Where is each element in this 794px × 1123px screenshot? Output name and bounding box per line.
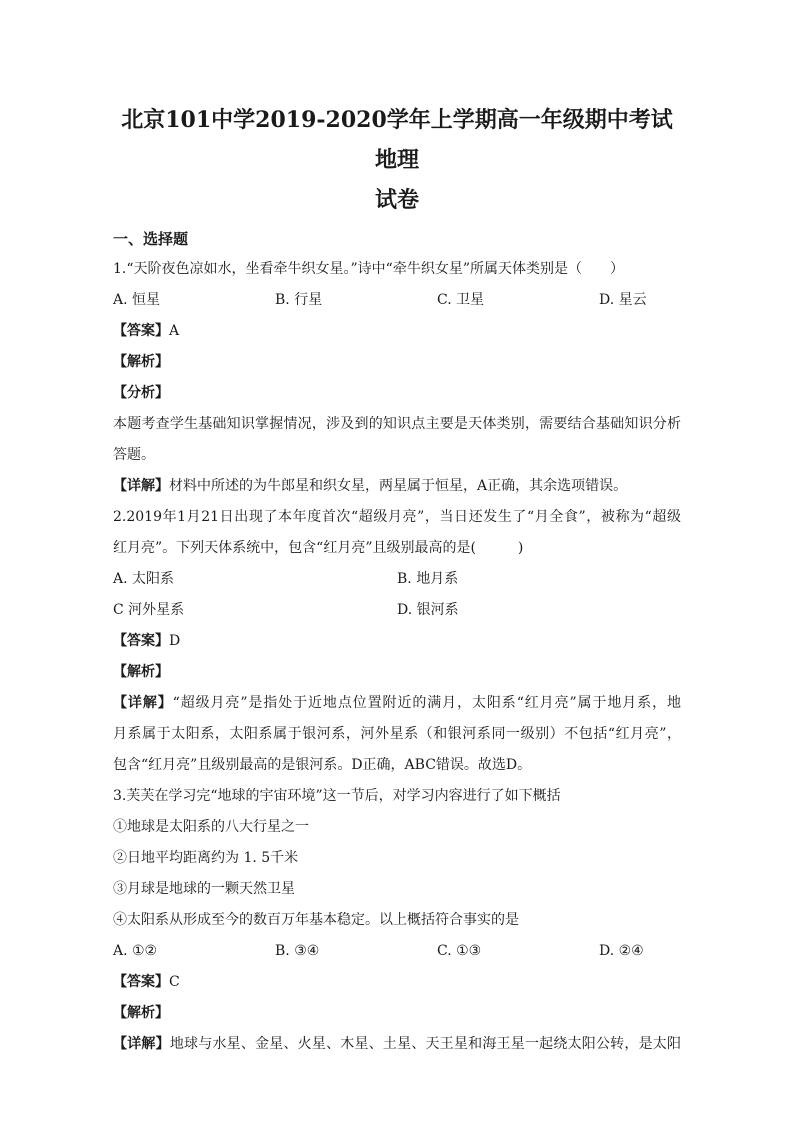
q1-option-b: B. 行星 <box>275 292 323 308</box>
q3-answer <box>113 967 681 998</box>
q2-option-b: B. 地月系 <box>397 571 459 587</box>
q3-option-d: D. ②④ <box>599 943 644 959</box>
q3-answer-tag: 【答案】 <box>113 974 169 990</box>
q1-option-d: D. 星云 <box>599 292 647 308</box>
q2-jiexi-tag: 【解析】 <box>113 664 169 680</box>
q2-detail-line2: 月系属于太阳系，太阳系属于银河系，河外星系（和银河系同一级别）不包括“红月亮”， <box>113 726 681 742</box>
q3-item-2: ②日地平均距离约为 1. 5千米 <box>113 850 299 866</box>
q3-options <box>113 936 681 967</box>
q2-option-c: C 河外星系 <box>113 602 185 618</box>
q1-options <box>113 285 681 316</box>
q2-detail-tag: 【详解】 <box>113 695 173 711</box>
q2-stem-line2: 红月亮”。下列天体系统中，包含“红月亮”且级别最高的是( ) <box>113 540 524 556</box>
q2-option-d: D. 银河系 <box>397 602 459 618</box>
q2-detail-text1: “超级月亮”是指处于近地点位置附近的满月，太阳系“红月亮”属于地月系，地 <box>172 695 682 711</box>
q3-item-1: ①地球是太阳系的八大行星之一 <box>113 819 309 835</box>
q2-stem-line1: 2.2019年1月21日出现了本年度首次“超级月亮”，当日还发生了“月全食”，被称为“超级 <box>113 509 681 525</box>
q2-options-row2 <box>113 595 681 626</box>
q2-options-row1 <box>113 564 681 595</box>
q3-jiexi-tag: 【解析】 <box>113 1005 169 1021</box>
q2-detail-line3: 包含“红月亮”且级别最高的是银河系。D正确，ABC错误。故选D。 <box>113 757 532 773</box>
section-heading: 一、选择题 <box>113 230 189 248</box>
q1-answer-value: A <box>169 323 180 339</box>
q3-detail-text1: 地球与水星、金星、火星、木星、土星、天王星和海王星一起绕太阳公转，是太阳 <box>169 1036 682 1052</box>
q2-option-a: A. 太阳系 <box>113 571 175 587</box>
q3-answer-value: C <box>169 974 180 990</box>
q1-stem: 1.“天阶夜色凉如水，坐看牵牛织女星。”诗中“牵牛织女星”所属天体类别是（ ） <box>113 261 624 277</box>
q1-detail-tag: 【详解】 <box>113 478 169 494</box>
q3-item-3: ③月球是地球的一颗天然卫星 <box>113 881 295 897</box>
q1-answer-tag: 【答案】 <box>113 323 169 339</box>
q1-detail <box>113 471 681 502</box>
exam-title-line2: 试卷 <box>374 187 419 213</box>
q3-detail-line1 <box>113 1029 681 1060</box>
q1-jiexi-tag: 【解析】 <box>113 354 169 370</box>
q2-answer-value: D <box>169 633 181 649</box>
q2-answer <box>113 626 681 657</box>
exam-title-line1: 北京101中学2019-2020学年上学期高一年级期中考试地理 <box>121 107 673 173</box>
q1-fenxi-tag: 【分析】 <box>113 385 169 401</box>
q1-answer <box>113 316 681 347</box>
q1-fenxi-line2: 答题。 <box>113 447 155 463</box>
q2-answer-tag: 【答案】 <box>113 633 169 649</box>
q3-stem: 3.芙芙在学习完“地球的宇宙环境”这一节后，对学习内容进行了如下概括 <box>113 788 561 804</box>
q3-detail-tag: 【详解】 <box>113 1036 170 1052</box>
q3-option-c: C. ①③ <box>437 943 482 959</box>
q2-detail-line1 <box>113 688 681 719</box>
q1-option-a: A. 恒星 <box>113 292 161 308</box>
q3-option-a: A. ①② <box>113 943 158 959</box>
q3-option-b: B. ③④ <box>275 943 320 959</box>
q1-fenxi-line1: 本题考查学生基础知识掌握情况，涉及到的知识点主要是天体类别，需要结合基础知识分析 <box>113 416 681 432</box>
q3-item-4: ④太阳系从形成至今的数百万年基本稳定。以上概括符合事实的是 <box>113 912 519 928</box>
exam-page <box>113 100 681 1060</box>
q1-option-c: C. 卫星 <box>437 292 485 308</box>
q1-detail-text: 材料中所述的为牛郎星和织女星，两星属于恒星，A正确，其余选项错误。 <box>169 478 628 494</box>
